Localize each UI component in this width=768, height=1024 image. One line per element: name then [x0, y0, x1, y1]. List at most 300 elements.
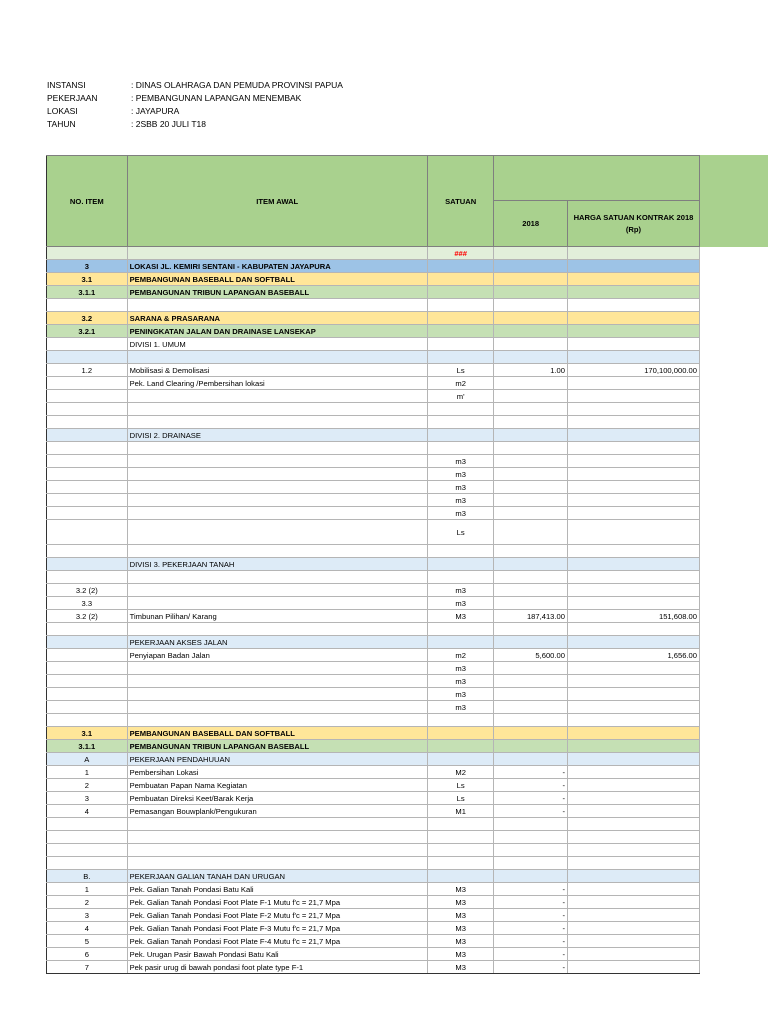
cell-item: Pek. Galian Tanah Pondasi Batu Kali [127, 883, 427, 896]
cell-harga [567, 545, 699, 558]
cell-item [127, 442, 427, 455]
cell-satuan: Ls [427, 520, 494, 545]
cell-satuan [427, 558, 494, 571]
table-row [47, 455, 700, 468]
cell-satuan: M2 [427, 766, 494, 779]
cell-harga [567, 481, 699, 494]
cell-satuan [427, 403, 494, 416]
cell-satuan [427, 273, 494, 286]
cell-harga [567, 935, 699, 948]
cell-item: LOKASI JL. KEMIRI SENTANI - KABUPATEN JAYAPURA [127, 260, 427, 273]
cell-no: 3.2 (2) [47, 584, 128, 597]
cell-item [127, 494, 427, 507]
cell-item: PEKERJAAN PENDAHUUAN [127, 753, 427, 766]
table-row [47, 481, 700, 494]
cell-item: PEMBANGUNAN TRIBUN LAPANGAN BASEBALL [127, 286, 427, 299]
cell-volume [494, 520, 568, 545]
cell-item [127, 662, 427, 675]
cell-item: PENINGKATAN JALAN DAN DRAINASE LANSEKAP [127, 325, 427, 338]
info-label: TAHUN [47, 119, 76, 129]
cell-satuan [427, 818, 494, 831]
cell-satuan: M3 [427, 922, 494, 935]
cell-no [47, 403, 128, 416]
table-row [47, 494, 700, 507]
cell-harga [567, 455, 699, 468]
cell-harga [567, 338, 699, 351]
cell-volume [494, 442, 568, 455]
table-row [47, 701, 700, 714]
table-row [47, 870, 700, 883]
cell-volume: 187,413.00 [494, 610, 568, 623]
cell-item [127, 481, 427, 494]
cell-satuan [427, 636, 494, 649]
table-row [47, 416, 700, 429]
cell-satuan: ### [427, 247, 494, 260]
cell-no [47, 520, 128, 545]
cell-no [47, 701, 128, 714]
cell-item: Pemasangan Bouwplank/Pengukuran [127, 805, 427, 818]
cell-volume: 5,600.00 [494, 649, 568, 662]
cell-item: DIVISI 2. DRAINASE [127, 429, 427, 442]
cell-harga [567, 558, 699, 571]
cell-no [47, 351, 128, 364]
cell-volume [494, 260, 568, 273]
cell-satuan: M1 [427, 805, 494, 818]
cell-no: 3 [47, 792, 128, 805]
cell-harga [567, 922, 699, 935]
cell-harga [567, 701, 699, 714]
cell-no [47, 247, 128, 260]
cell-harga [567, 286, 699, 299]
cell-volume [494, 338, 568, 351]
table-row [47, 844, 700, 857]
cell-no [47, 571, 128, 584]
cell-no: 3 [47, 909, 128, 922]
header-satuan: SATUAN [427, 156, 494, 247]
cell-harga [567, 727, 699, 740]
cell-item [127, 584, 427, 597]
cell-item [127, 675, 427, 688]
cell-volume [494, 507, 568, 520]
cell-harga [567, 948, 699, 961]
cell-harga [567, 896, 699, 909]
cell-item: PEMBANGUNAN BASEBALL DAN SOFTBALL [127, 727, 427, 740]
cell-harga [567, 870, 699, 883]
table-row [47, 520, 700, 545]
cell-harga [567, 688, 699, 701]
cell-harga [567, 273, 699, 286]
cell-satuan: m3 [427, 507, 494, 520]
cell-no [47, 481, 128, 494]
cell-item: Pembersihan Lokasi [127, 766, 427, 779]
cell-harga [567, 805, 699, 818]
cell-volume [494, 857, 568, 870]
cell-satuan: Ls [427, 792, 494, 805]
cell-no: 1 [47, 766, 128, 779]
cell-no: 3.1 [47, 273, 128, 286]
cell-volume [494, 286, 568, 299]
cell-satuan [427, 740, 494, 753]
cell-satuan [427, 857, 494, 870]
table-row [47, 442, 700, 455]
cell-harga [567, 571, 699, 584]
cell-volume [494, 377, 568, 390]
cell-no [47, 299, 128, 312]
table-row [47, 338, 700, 351]
cell-harga: 170,100,000.00 [567, 364, 699, 377]
cell-satuan: M3 [427, 909, 494, 922]
table-row [47, 779, 700, 792]
cell-satuan: m2 [427, 377, 494, 390]
cell-satuan: M3 [427, 961, 494, 974]
cell-volume: - [494, 909, 568, 922]
cell-satuan [427, 429, 494, 442]
header-top-blank [494, 156, 700, 201]
cell-satuan: m3 [427, 468, 494, 481]
cell-satuan [427, 286, 494, 299]
cell-satuan [427, 870, 494, 883]
cell-volume [494, 403, 568, 416]
cell-harga [567, 857, 699, 870]
table-row [47, 247, 700, 260]
cell-no [47, 714, 128, 727]
cell-no: 3 [47, 260, 128, 273]
cell-no [47, 494, 128, 507]
table-row [47, 558, 700, 571]
cell-volume [494, 584, 568, 597]
cell-item [127, 299, 427, 312]
cell-item [127, 403, 427, 416]
cell-volume [494, 273, 568, 286]
table-row [47, 688, 700, 701]
cell-no: 2 [47, 779, 128, 792]
cell-volume: - [494, 961, 568, 974]
cell-volume [494, 623, 568, 636]
cell-no [47, 507, 128, 520]
info-value: : PEMBANGUNAN LAPANGAN MENEMBAK [131, 93, 302, 103]
cell-no [47, 675, 128, 688]
cell-no: 3.1 [47, 727, 128, 740]
cell-volume: - [494, 922, 568, 935]
table-header-row [47, 156, 700, 201]
cell-volume [494, 636, 568, 649]
cell-no [47, 429, 128, 442]
cell-satuan: M3 [427, 948, 494, 961]
cell-volume [494, 390, 568, 403]
cell-volume: - [494, 805, 568, 818]
cell-item: PEMBANGUNAN TRIBUN LAPANGAN BASEBALL [127, 740, 427, 753]
cell-satuan: m3 [427, 494, 494, 507]
cell-satuan [427, 416, 494, 429]
info-value: : JAYAPURA [131, 106, 180, 116]
cell-volume [494, 740, 568, 753]
cell-harga [567, 507, 699, 520]
table-row [47, 662, 700, 675]
cell-harga [567, 260, 699, 273]
cell-satuan: m3 [427, 455, 494, 468]
cell-harga [567, 390, 699, 403]
cell-volume [494, 571, 568, 584]
cell-harga [567, 961, 699, 974]
cell-volume [494, 870, 568, 883]
table-row [47, 364, 700, 377]
table-row [47, 714, 700, 727]
cell-volume [494, 429, 568, 442]
cell-item: Penyiapan Badan Jalan [127, 649, 427, 662]
cell-item [127, 818, 427, 831]
cell-harga [567, 520, 699, 545]
cell-harga [567, 714, 699, 727]
cell-item [127, 390, 427, 403]
cell-no [47, 390, 128, 403]
cell-volume [494, 494, 568, 507]
cell-satuan: M3 [427, 883, 494, 896]
cell-volume [494, 558, 568, 571]
cell-item: DIVISI 1. UMUM [127, 338, 427, 351]
cell-harga [567, 597, 699, 610]
cell-no [47, 623, 128, 636]
header-no-item: NO. ITEM [47, 156, 128, 247]
cell-no [47, 844, 128, 857]
table-row [47, 766, 700, 779]
cell-harga [567, 429, 699, 442]
cell-volume [494, 312, 568, 325]
cell-volume: - [494, 766, 568, 779]
cell-satuan: m2 [427, 649, 494, 662]
cell-no: B. [47, 870, 128, 883]
cell-volume [494, 247, 568, 260]
cell-no: A [47, 753, 128, 766]
cell-harga [567, 662, 699, 675]
cell-no [47, 377, 128, 390]
cell-harga [567, 351, 699, 364]
cell-item: Pek pasir urug di bawah pondasi foot plate type F-1 [127, 961, 427, 974]
cell-no: 6 [47, 948, 128, 961]
cell-volume: - [494, 779, 568, 792]
cell-harga [567, 831, 699, 844]
cell-harga [567, 740, 699, 753]
cell-volume [494, 325, 568, 338]
cell-no [47, 468, 128, 481]
table-row [47, 584, 700, 597]
cell-item: DIVISI 3. PEKERJAAN TANAH [127, 558, 427, 571]
cell-no [47, 688, 128, 701]
cell-satuan [427, 623, 494, 636]
cell-satuan [427, 299, 494, 312]
cell-satuan: m3 [427, 597, 494, 610]
cell-volume [494, 727, 568, 740]
cell-no: 5 [47, 935, 128, 948]
cell-harga [567, 623, 699, 636]
cell-satuan: Ls [427, 364, 494, 377]
cell-no: 3.2 [47, 312, 128, 325]
cell-harga [567, 299, 699, 312]
cell-item [127, 455, 427, 468]
cell-volume [494, 416, 568, 429]
table-row [47, 312, 700, 325]
cell-satuan: M3 [427, 896, 494, 909]
cell-no [47, 636, 128, 649]
cell-harga: 1,656.00 [567, 649, 699, 662]
cell-satuan [427, 442, 494, 455]
cell-no [47, 649, 128, 662]
table-row [47, 299, 700, 312]
cell-item [127, 623, 427, 636]
cell-no [47, 662, 128, 675]
cell-satuan [427, 714, 494, 727]
cell-satuan [427, 571, 494, 584]
cell-satuan [427, 338, 494, 351]
info-value: : DINAS OLAHRAGA DAN PEMUDA PROVINSI PAPUA [131, 80, 343, 90]
table-row [47, 675, 700, 688]
cell-harga [567, 909, 699, 922]
cell-satuan [427, 753, 494, 766]
table-row [47, 273, 700, 286]
cell-satuan: m3 [427, 481, 494, 494]
cell-item: Pembuatan Papan Nama Kegiatan [127, 779, 427, 792]
cell-volume [494, 597, 568, 610]
cell-item: Pek. Galian Tanah Pondasi Foot Plate F-2 Mutu f'c = 21,7 Mpa [127, 909, 427, 922]
cell-no: 1 [47, 883, 128, 896]
cell-satuan: m' [427, 390, 494, 403]
cell-volume: - [494, 935, 568, 948]
cell-item: PEMBANGUNAN BASEBALL DAN SOFTBALL [127, 273, 427, 286]
cell-item: PEKERJAAN AKSES JALAN [127, 636, 427, 649]
cell-volume [494, 351, 568, 364]
cell-item [127, 688, 427, 701]
header-item-awal: ITEM AWAL [127, 156, 427, 247]
cell-item [127, 831, 427, 844]
table-row [47, 922, 700, 935]
cell-item: Timbunan Pilihan/ Karang [127, 610, 427, 623]
cell-satuan [427, 844, 494, 857]
cell-item [127, 597, 427, 610]
cell-item: Pek. Galian Tanah Pondasi Foot Plate F-3 Mutu f'c = 21,7 Mpa [127, 922, 427, 935]
table-row [47, 571, 700, 584]
cell-no [47, 416, 128, 429]
cell-no: 3.1.1 [47, 286, 128, 299]
header-harga: HARGA SATUAN KONTRAK 2018 (Rp) [567, 201, 699, 247]
cell-harga [567, 416, 699, 429]
cell-volume [494, 753, 568, 766]
cell-item [127, 714, 427, 727]
cell-item [127, 520, 427, 545]
cell-item: Pek. Land Clearing /Pembersihan lokasi [127, 377, 427, 390]
cell-satuan: m3 [427, 701, 494, 714]
cell-no: 3.3 [47, 597, 128, 610]
cell-no: 2 [47, 896, 128, 909]
table-row [47, 403, 700, 416]
cell-satuan [427, 260, 494, 273]
table-row [47, 948, 700, 961]
info-label: LOKASI [47, 106, 78, 116]
info-label: INSTANSI [47, 80, 86, 90]
table-row [47, 805, 700, 818]
cell-no [47, 545, 128, 558]
table-row [47, 883, 700, 896]
table-row [47, 325, 700, 338]
cell-item: Pek. Galian Tanah Pondasi Foot Plate F-4 Mutu f'c = 21,7 Mpa [127, 935, 427, 948]
cell-harga: 151,608.00 [567, 610, 699, 623]
table-row [47, 468, 700, 481]
table-row [47, 390, 700, 403]
cell-item [127, 701, 427, 714]
table-row [47, 507, 700, 520]
cell-no [47, 338, 128, 351]
cell-harga [567, 792, 699, 805]
cell-item: PEKERJAAN GALIAN TANAH DAN URUGAN [127, 870, 427, 883]
cell-harga [567, 636, 699, 649]
cell-no [47, 857, 128, 870]
table-row [47, 753, 700, 766]
cell-no: 3.2 (2) [47, 610, 128, 623]
cell-item [127, 571, 427, 584]
cell-volume [494, 831, 568, 844]
table-row [47, 377, 700, 390]
cell-no [47, 818, 128, 831]
cell-harga [567, 766, 699, 779]
cell-satuan [427, 727, 494, 740]
cell-satuan [427, 831, 494, 844]
cell-volume [494, 844, 568, 857]
cell-item: Pek. Galian Tanah Pondasi Foot Plate F-1 Mutu f'c = 21,7 Mpa [127, 896, 427, 909]
rab-table [46, 155, 700, 974]
cell-no: 7 [47, 961, 128, 974]
cell-item [127, 545, 427, 558]
table-row [47, 896, 700, 909]
cell-volume: - [494, 883, 568, 896]
cell-volume [494, 701, 568, 714]
cell-item: Pembuatan Direksi Keet/Barak Kerja [127, 792, 427, 805]
cell-satuan [427, 325, 494, 338]
cell-item: Mobilisasi & Demolisasi [127, 364, 427, 377]
cell-harga [567, 818, 699, 831]
cell-no: 4 [47, 922, 128, 935]
table-row [47, 935, 700, 948]
cell-satuan: m3 [427, 662, 494, 675]
cell-volume [494, 662, 568, 675]
table-row [47, 260, 700, 273]
cell-item [127, 844, 427, 857]
cell-volume: - [494, 792, 568, 805]
table-row [47, 636, 700, 649]
table-row [47, 740, 700, 753]
table-row [47, 351, 700, 364]
header-extension [700, 155, 768, 247]
cell-harga [567, 675, 699, 688]
cell-satuan: Ls [427, 779, 494, 792]
cell-harga [567, 468, 699, 481]
cell-volume [494, 688, 568, 701]
cell-satuan: m3 [427, 584, 494, 597]
cell-item [127, 468, 427, 481]
cell-harga [567, 325, 699, 338]
cell-no [47, 558, 128, 571]
cell-item [127, 351, 427, 364]
cell-item [127, 507, 427, 520]
table-row [47, 597, 700, 610]
cell-item [127, 857, 427, 870]
cell-item: SARANA & PRASARANA [127, 312, 427, 325]
cell-satuan: m3 [427, 688, 494, 701]
cell-satuan [427, 545, 494, 558]
table-row [47, 610, 700, 623]
cell-harga [567, 442, 699, 455]
cell-volume [494, 455, 568, 468]
cell-volume [494, 545, 568, 558]
cell-no: 4 [47, 805, 128, 818]
table-row [47, 831, 700, 844]
